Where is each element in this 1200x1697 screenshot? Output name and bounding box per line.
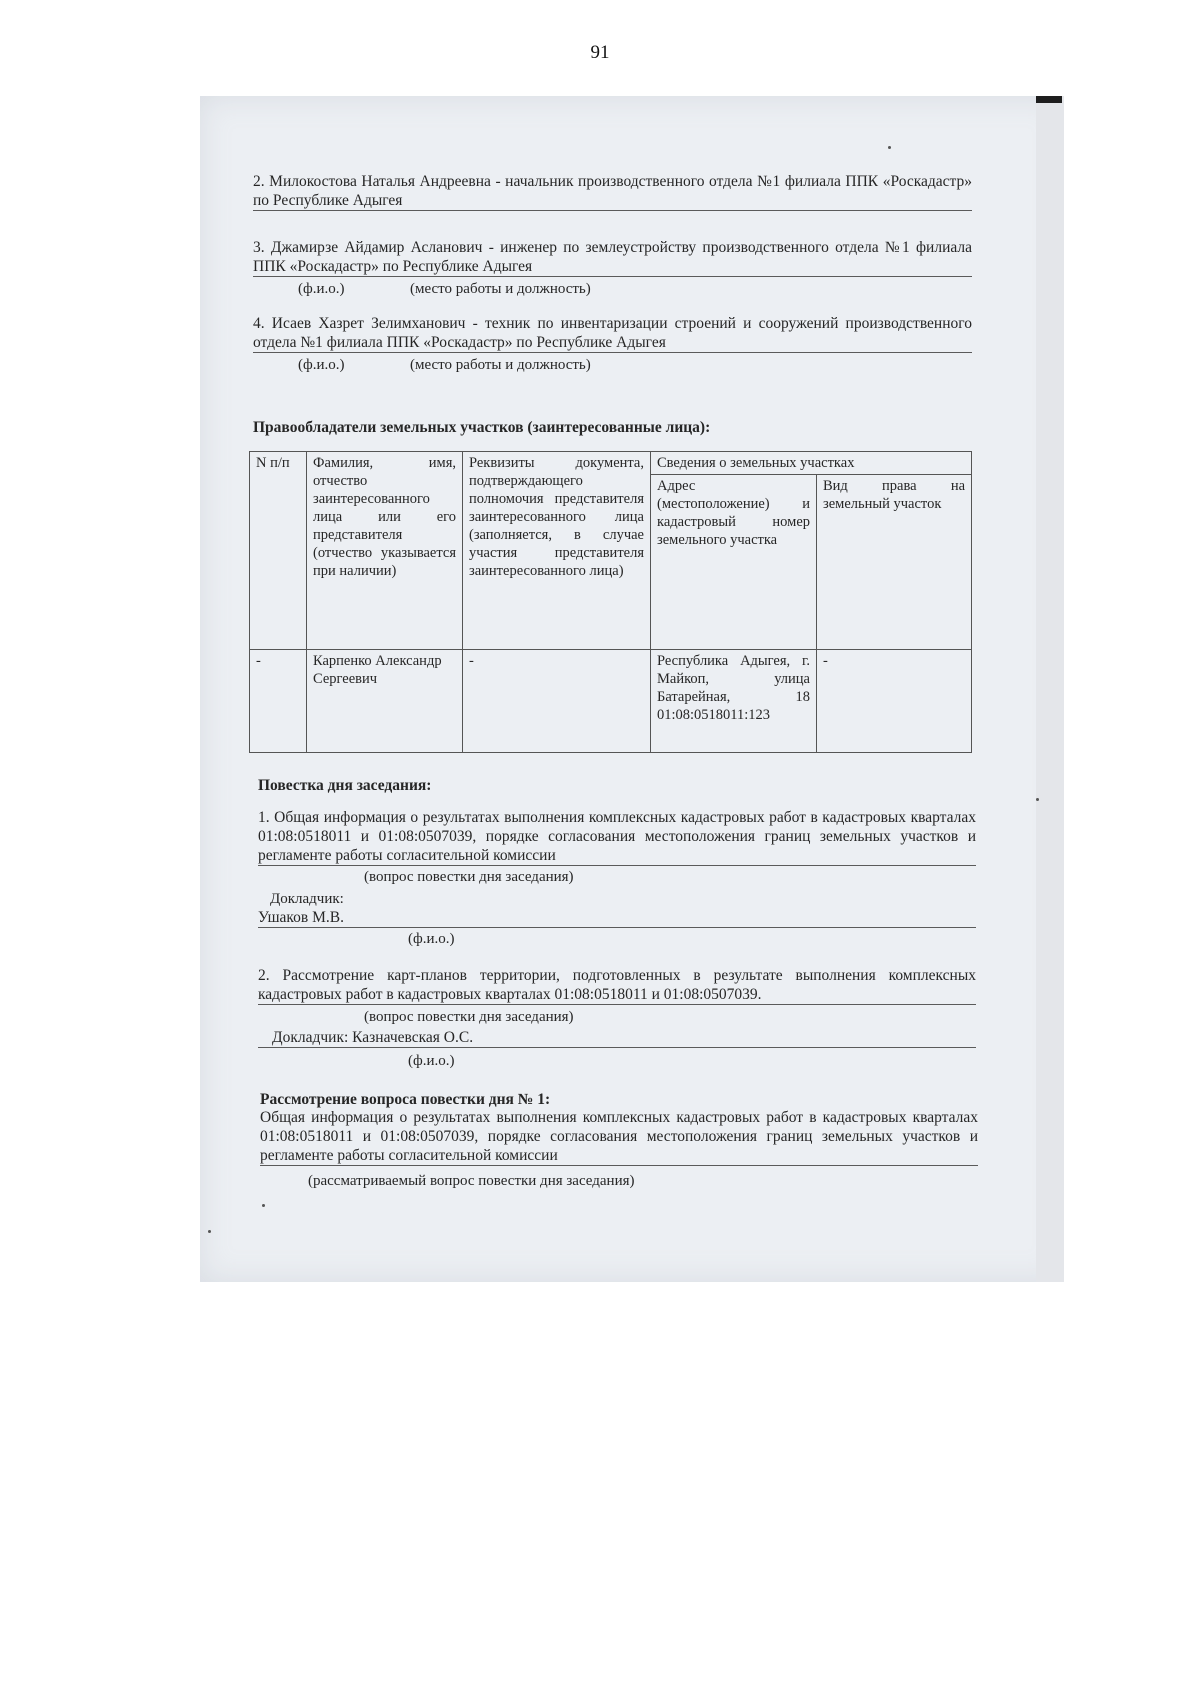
agenda-item-1-caption: (вопрос повестки дня заседания)	[364, 869, 574, 885]
header-right: Вид права на земельный участок	[817, 475, 972, 650]
cell-address: Республика Адыгея, г. Майкоп, улица Батарейная, 18 01:08:0518011:123	[651, 650, 817, 753]
table-header-row	[250, 452, 972, 475]
member-3-position-caption: (место работы и должность)	[410, 281, 591, 297]
cell-num: -	[250, 650, 307, 753]
agenda-heading: Повестка дня заседания:	[258, 777, 432, 794]
agenda-item-1-speaker-label: Докладчик:	[270, 891, 344, 907]
header-doc: Реквизиты документа, подтверждающего полномочия представителя заинтересованного лица (заполняется, в случае участия представителя заинтересованного лица)	[463, 452, 651, 650]
review-text: Общая информация о результатах выполнения комплексных кадастровых работ в кадастровых кварталах 01:08:0518011 и 01:08:0507039, порядке согласования местоположения границ земельных участков и регламенте работы согласительной комиссии	[260, 1109, 978, 1164]
member-4-text: 4. Исаев Хазрет Зелимханович - техник по инвентаризации строений и сооружений производственного отдела №1 филиала ППК «Роскадастр» по Республике Адыгея	[253, 315, 972, 351]
agenda-item-2-caption: (вопрос повестки дня заседания)	[364, 1009, 574, 1025]
scan-speck	[208, 1230, 211, 1233]
scan-edge	[1036, 96, 1064, 1282]
header-name: Фамилия, имя, отчество заинтересованного лица или его представителя (отчество указывается при наличии)	[307, 452, 463, 650]
member-4-position-caption: (место работы и должность)	[410, 357, 591, 373]
member-4-fio-caption: (ф.и.о.)	[298, 357, 345, 373]
page-number: 91	[590, 42, 610, 63]
header-address: Адрес (местоположение) и кадастровый номер земельного участка	[651, 475, 817, 650]
agenda-item-1-text: 1. Общая информация о результатах выполнения комплексных кадастровых работ в кадастровых кварталах 01:08:0518011 и 01:08:0507039, порядке согласования местоположения границ земельных участков и регламенте работы согласительной комиссии	[258, 809, 976, 864]
cell-right: -	[817, 650, 972, 753]
owners-table	[249, 451, 972, 753]
cell-name: Карпенко Александр Сергеевич	[307, 650, 463, 753]
cell-doc: -	[463, 650, 651, 753]
member-3-text: 3. Джамирзе Айдамир Асланович - инженер по землеустройству производственного отдела №1 филиала ППК «Роскадастр» по Республике Адыгея	[253, 239, 972, 275]
scan-speck	[262, 1204, 265, 1207]
member-2-text: 2. Милокостова Наталья Андреевна - начальник производственного отдела №1 филиала ППК «Роскадастр» по Республике Адыгея	[253, 173, 972, 209]
review-caption: (рассматриваемый вопрос повестки дня заседания)	[308, 1173, 635, 1189]
scan-speck	[888, 146, 891, 149]
agenda-item-2-speaker: Докладчик: Казначевская О.С.	[258, 1028, 976, 1048]
agenda-item-1-speaker: Ушаков М.В.	[258, 908, 976, 928]
table-row	[250, 650, 972, 753]
agenda-item-2-speaker-caption: (ф.и.о.)	[408, 1053, 455, 1069]
header-land-group: Сведения о земельных участках	[651, 452, 972, 475]
scan-speck	[1036, 798, 1039, 801]
agenda-item-2-text: 2. Рассмотрение карт-планов территории, подготовленных в результате выполнения комплексных кадастровых работ в кадастровых кварталах 01:08:0518011 и 01:08:0507039.	[258, 967, 976, 1003]
review-heading: Рассмотрение вопроса повестки дня № 1:	[260, 1091, 551, 1108]
agenda-item-1-speaker-caption: (ф.и.о.)	[408, 931, 455, 947]
owners-heading: Правообладатели земельных участков (заинтересованные лица):	[253, 419, 711, 436]
member-3-fio-caption: (ф.и.о.)	[298, 281, 345, 297]
scan-edge-mark	[1036, 96, 1062, 103]
header-num: N п/п	[250, 452, 307, 650]
